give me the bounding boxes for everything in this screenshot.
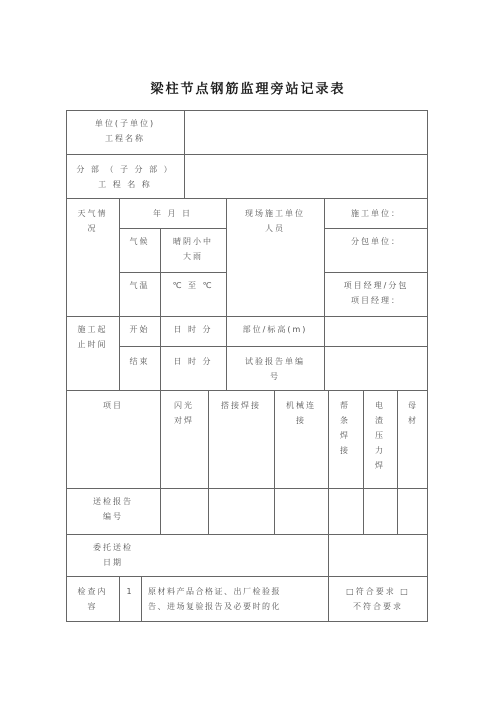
row-line (66, 534, 428, 535)
table-border-top (66, 110, 428, 111)
inspection-item-text: 原材料产品合格证、出厂检验报 告、进场复验报告及必要时的化 (148, 587, 281, 611)
date-label: 年 月 日 (152, 209, 193, 218)
project-manager-label: 项目经理/分包 项目经理： (343, 281, 409, 305)
column-line (397, 390, 398, 534)
strip-welding-header: 帮条焊接 (340, 401, 350, 455)
site-personnel-label: 现场施工单位 人员 (245, 209, 305, 233)
column-line (141, 576, 142, 622)
row-line (66, 576, 428, 577)
row-line (66, 316, 428, 317)
table-border-right (427, 110, 428, 622)
parent-material-header: 母材 (408, 401, 418, 425)
lap-welding-header: 搭接焊接 (221, 401, 261, 410)
column-line (328, 390, 329, 576)
temperature-value: ℃ 至 ℃ (172, 281, 214, 290)
row-line (66, 488, 428, 489)
inspection-content-label: 检查内 容 (77, 587, 108, 611)
row-line (324, 272, 428, 273)
row-line (324, 228, 428, 229)
row-line (119, 346, 428, 347)
column-line (363, 390, 364, 534)
start-label: 开始 (129, 325, 150, 334)
end-label: 结束 (129, 357, 150, 366)
column-line (184, 110, 185, 198)
construction-time-label: 施工起 止时间 (77, 325, 108, 349)
item-number: 1 (126, 587, 134, 596)
construction-unit-label: 施工单位： (351, 209, 401, 218)
weather-label: 天气情 况 (77, 209, 108, 233)
start-value: 日 时 分 (173, 325, 213, 334)
items-header: 项目 (103, 401, 123, 410)
flash-butt-welding-header: 闪光 对焊 (174, 401, 194, 425)
column-line (119, 576, 120, 622)
commission-date-label: 委托送检 日期 (93, 543, 133, 567)
row-line (66, 154, 428, 155)
record-form-table (66, 110, 428, 622)
column-line (324, 316, 325, 390)
row-line (119, 272, 226, 273)
end-value: 日 时 分 (173, 357, 213, 366)
electroslag-welding-header: 电渣压力焊 (375, 401, 385, 470)
weather-row-label: 气候 (129, 237, 150, 246)
sub-project-name-label: 分 部 （ 子 分 部 ） 工 程 名 称 (76, 165, 174, 189)
row-line (66, 390, 428, 391)
location-label: 部位/标高(m) (242, 325, 308, 334)
weather-value: 晴阴小中 大雨 (173, 237, 213, 261)
conformity-options: □符合要求 □ 不符合要求 (346, 587, 410, 611)
temperature-label: 气温 (129, 281, 150, 290)
unit-project-name-label: 单位(子单位) 工程名称 (94, 119, 156, 143)
row-line (119, 228, 226, 229)
mechanical-connection-header: 机械连 接 (286, 401, 316, 425)
inspection-report-no-label: 送检报告 编号 (93, 497, 133, 521)
page-title: 梁柱节点钢筋监理旁站记录表 (150, 82, 346, 97)
row-line (66, 198, 428, 199)
table-border-bottom (66, 621, 428, 622)
subcontractor-label: 分包单位： (351, 237, 401, 246)
test-report-no-label: 试验报告单编 号 (245, 357, 305, 381)
